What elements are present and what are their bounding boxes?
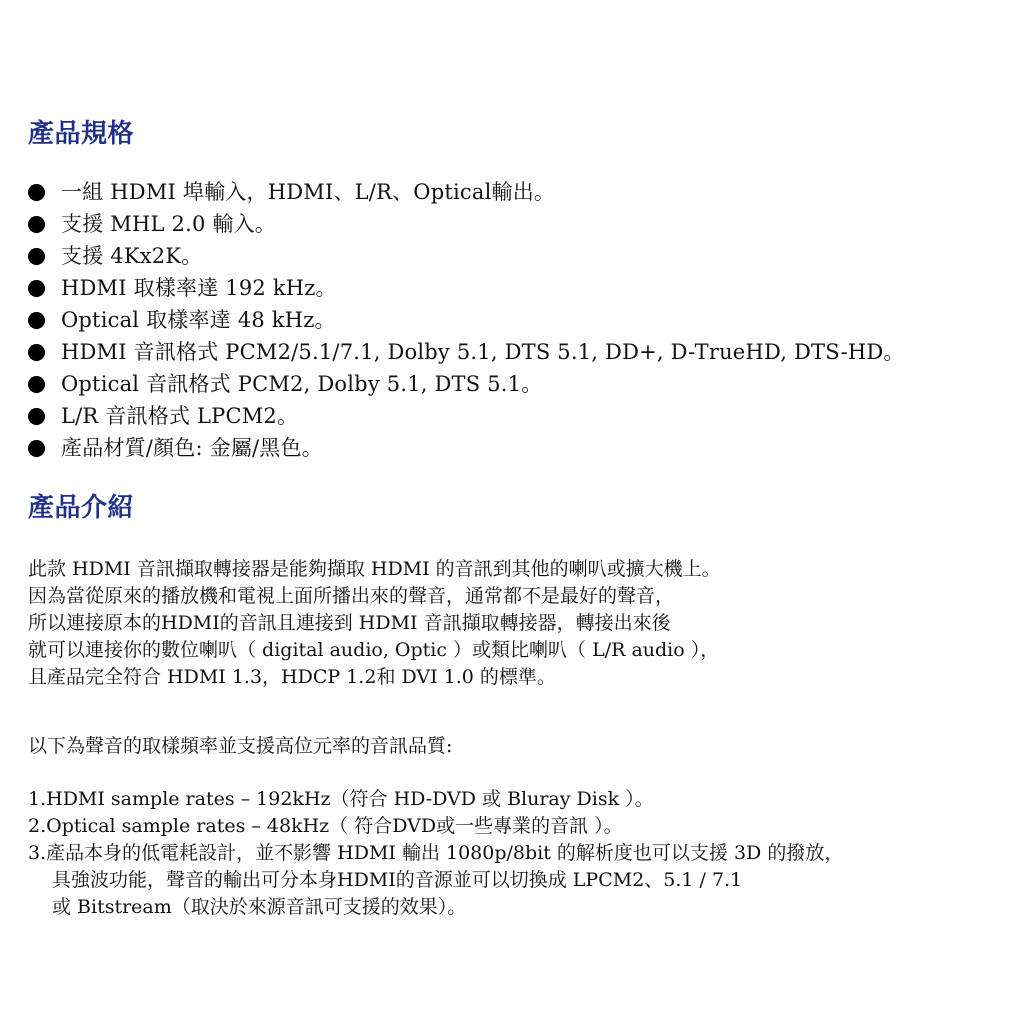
quality-item-continuation: 或 Bitstream（取決於來源音訊可支援的效果）。	[52, 896, 467, 918]
quality-item: 2.Optical sample rates – 48kHz（ 符合DVD或一些專業的音訊 ）。	[28, 815, 623, 837]
spec-item	[28, 272, 905, 304]
spec-item	[28, 400, 905, 432]
bullet-icon	[28, 344, 45, 361]
bullet-icon	[28, 408, 45, 425]
bullet-icon	[28, 216, 45, 233]
spec-section-title: 產品規格	[28, 119, 135, 149]
spec-item-text: Optical 音訊格式 PCM2, Dolby 5.1, DTS 5.1。	[61, 372, 543, 396]
spec-item-text: HDMI 取樣率達 192 kHz。	[61, 276, 337, 300]
spec-item	[28, 368, 905, 400]
spec-item-text: 產品材質/顏色: 金屬/黑色。	[61, 436, 323, 460]
quality-heading: 以下為聲音的取樣頻率並支援高位元率的音訊品質:	[28, 735, 453, 757]
spec-list	[28, 176, 905, 464]
spec-item	[28, 432, 905, 464]
intro-line: 此款 HDMI 音訊擷取轉接器是能夠擷取 HDMI 的音訊到其他的喇叭或擴大機上。	[28, 558, 721, 580]
quality-item: 3.產品本身的低電耗設計，並不影響 HDMI 輸出 1080p/8bit 的解析度也可以支援 3D 的撥放，	[28, 842, 844, 864]
spec-item-text: Optical 取樣率達 48 kHz。	[61, 308, 336, 332]
bullet-icon	[28, 376, 45, 393]
spec-item-text: 一組 HDMI 埠輸入，HDMI、L/R、Optical輸出。	[61, 180, 556, 204]
quality-item: 1.HDMI sample rates – 192kHz（符合 HD-DVD 或 Bluray Disk ）。	[28, 788, 654, 810]
bullet-icon	[28, 280, 45, 297]
intro-line: 且產品完全符合 HDMI 1.3，HDCP 1.2和 DVI 1.0 的標準。	[28, 666, 556, 688]
spec-item	[28, 240, 905, 272]
intro-line: 就可以連接你的數位喇叭（ digital audio, Optic ）或類比喇叭（ L/R audio ），	[28, 639, 720, 661]
spec-item-text: 支援 MHL 2.0 輸入。	[61, 212, 276, 236]
bullet-icon	[28, 248, 45, 265]
intro-paragraph	[28, 556, 721, 691]
spec-item	[28, 304, 905, 336]
spec-item	[28, 336, 905, 368]
intro-line: 所以連接原本的HDMI的音訊且連接到 HDMI 音訊擷取轉接器，轉接出來後	[28, 612, 671, 634]
intro-line: 因為當從原來的播放機和電視上面所播出來的聲音，通常都不是最好的聲音，	[28, 585, 675, 607]
spec-item	[28, 176, 905, 208]
spec-item-text: 支援 4Kx2K。	[61, 244, 203, 268]
quality-item-continuation: 具強波功能，聲音的輸出可分本身HDMI的音源並可以切換成 LPCM2、5.1 / 7.1	[52, 869, 743, 891]
quality-list	[28, 786, 843, 921]
bullet-icon	[28, 184, 45, 201]
spec-item-text: L/R 音訊格式 LPCM2。	[61, 404, 299, 428]
quality-heading-block	[28, 733, 452, 760]
bullet-icon	[28, 312, 45, 329]
bullet-icon	[28, 440, 45, 457]
spec-item-text: HDMI 音訊格式 PCM2/5.1/7.1, Dolby 5.1, DTS 5.1, DD+, D-TrueHD, DTS-HD。	[61, 340, 905, 364]
intro-section-title: 產品介紹	[28, 493, 135, 523]
spec-item	[28, 208, 905, 240]
